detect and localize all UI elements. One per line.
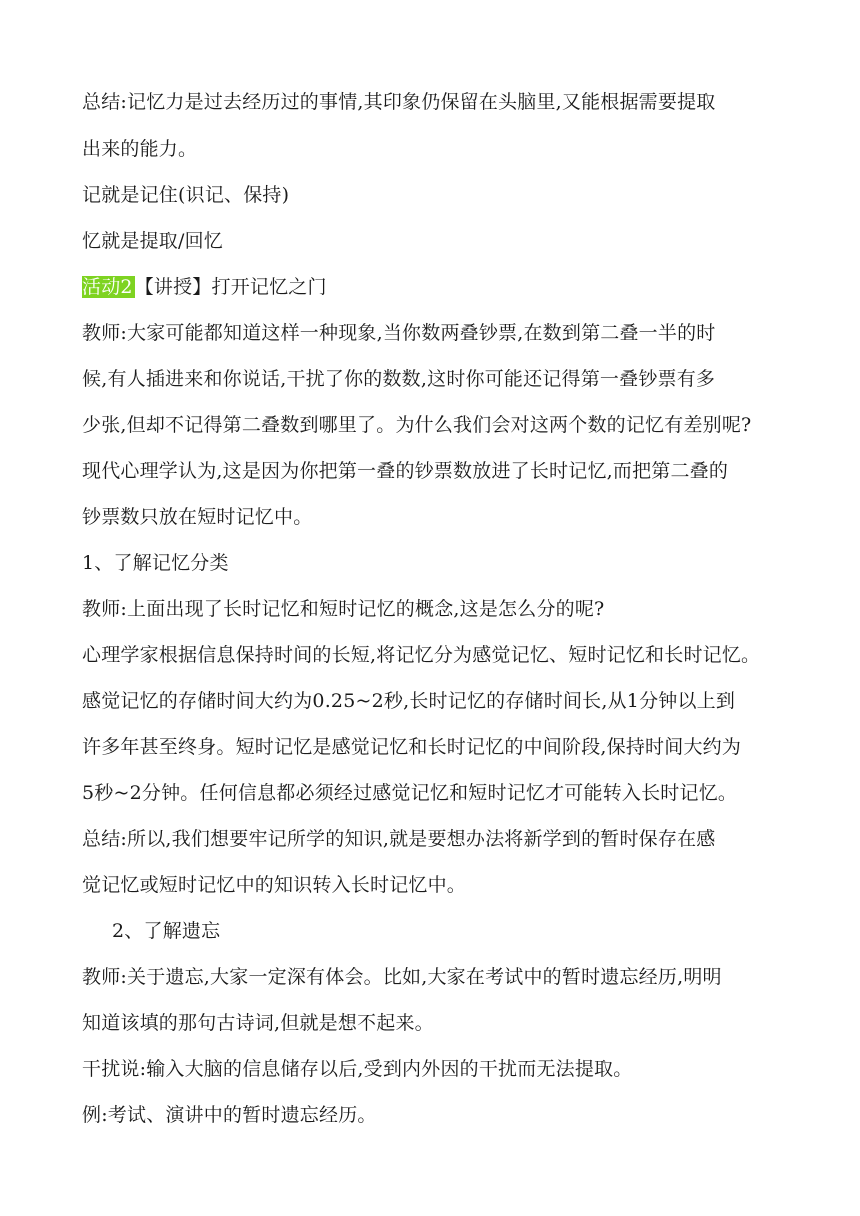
definition-recall: 忆就是提取/回忆 [82, 230, 224, 252]
summary-2-line-1: 总结:所以,我们想要牢记所学的知识,就是要想办法将新学到的暂时保存在感 [82, 828, 716, 850]
teacher-paragraph-line-4: 现代心理学认为,这是因为你把第一叠的钞票数放进了长时记忆,而把第二叠的 [82, 460, 729, 482]
interference-theory-line: 干扰说:输入大脑的信息储存以后,受到内外因的干扰而无法提取。 [82, 1058, 633, 1080]
teacher-paragraph-line-3: 少张,但却不记得第二叠数到哪里了。为什么我们会对这两个数的记忆有差别呢? [82, 414, 752, 436]
memory-types-line-2: 感觉记忆的存储时间大约为0.25~2秒,长时记忆的存储时间长,从1分钟以上到 [82, 690, 736, 712]
forgetting-line-1: 教师:关于遗忘,大家一定深有体会。比如,大家在考试中的暂时遗忘经历,明明 [82, 966, 722, 988]
teacher-paragraph-line-1: 教师:大家可能都知道这样一种现象,当你数两叠钞票,在数到第二叠一半的时 [82, 322, 716, 344]
memory-types-line-3: 许多年甚至终身。短时记忆是感觉记忆和长时记忆的中间阶段,保持时间大约为 [82, 736, 742, 758]
memory-types-line-4: 5秒~2分钟。任何信息都必须经过感觉记忆和短时记忆才可能转入长时记忆。 [82, 782, 738, 804]
teacher-paragraph-line-5: 钞票数只放在短时记忆中。 [82, 506, 313, 528]
section-heading-forgetting: 2、了解遗忘 [112, 920, 221, 942]
memory-types-line-1: 心理学家根据信息保持时间的长短,将记忆分为感觉记忆、短时记忆和长时记忆。 [82, 644, 761, 666]
teacher-paragraph-line-2: 候,有人插进来和你说话,干扰了你的数数,这时你可能还记得第一叠钞票有多 [82, 368, 716, 390]
summary-line-2: 出来的能力。 [82, 138, 198, 160]
forgetting-line-2: 知道该填的那句古诗词,但就是想不起来。 [82, 1012, 434, 1034]
teacher-question-line: 教师:上面出现了长时记忆和短时记忆的概念,这是怎么分的呢? [82, 598, 605, 620]
summary-2-line-2: 觉记忆或短时记忆中的知识转入长时记忆中。 [82, 874, 467, 896]
definition-remember: 记就是记住(识记、保持) [82, 184, 290, 206]
section-heading-memory-types: 1、了解记忆分类 [82, 552, 229, 574]
example-line: 例:考试、演讲中的暂时遗忘经历。 [82, 1104, 377, 1126]
activity-title: 【讲授】打开记忆之门 [134, 276, 327, 298]
activity-tag: 活动2 [82, 276, 133, 298]
summary-line-1: 总结:记忆力是过去经历过的事情,其印象仍保留在头脑里,又能根据需要提取 [82, 91, 716, 113]
activity-heading [82, 272, 327, 302]
